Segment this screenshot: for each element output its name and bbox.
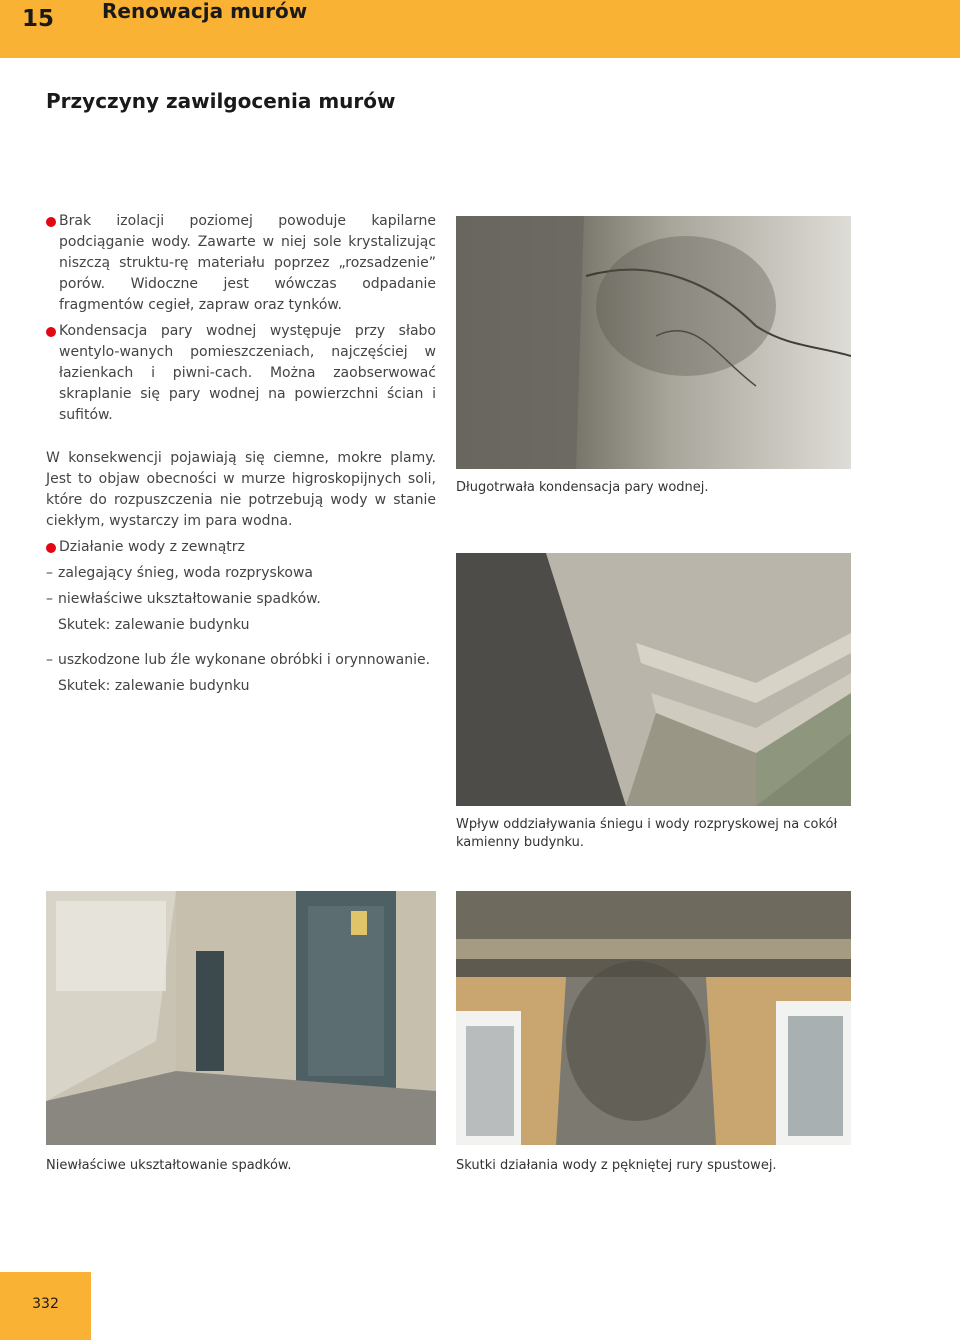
photo-slopes-door xyxy=(46,891,436,1145)
chapter-title: Renowacja murów xyxy=(102,0,308,23)
dash-item xyxy=(46,650,436,671)
effect-text: Skutek: zalewanie budynku xyxy=(58,617,250,633)
bullet-text: Kondensacja pary wodnej występuje przy słabo wentylo-wanych pomieszczeniach, najczęściej w łazienkach i piwni-cach. Można zaobserwować skraplanie się pary wodnej na powierzchni ścian i sufitów. xyxy=(59,323,436,423)
dash-icon: – xyxy=(46,565,53,581)
paragraph: W konsekwencji pojawiają się ciemne, mokre plamy. Jest to objaw obecności w murze higroskopijnych soli, które do rozpuszczenia nie potrzebują wody w stanie ciekłym, wystarczy im para wodna. xyxy=(46,450,436,529)
bullet-dot-icon xyxy=(46,217,56,227)
page-number-box xyxy=(0,1272,91,1340)
figure-caption: Długotrwała kondensacja pary wodnej. xyxy=(456,480,709,495)
effect-text: Skutek: zalewanie budynku xyxy=(58,678,250,694)
bullet-dot-icon xyxy=(46,543,56,553)
photo-stone-plinth xyxy=(456,553,851,806)
chapter-number: 15 xyxy=(22,6,55,32)
bullet-text: Działanie wody z zewnątrz xyxy=(59,539,245,555)
page-number: 332 xyxy=(32,1296,59,1312)
dash-text: uszkodzone lub źle wykonane obróbki i orynnowanie. xyxy=(58,652,431,668)
section-title: Przyczyny zawilgocenia murów xyxy=(46,89,396,113)
bullet-item xyxy=(46,537,436,558)
figure-caption: Wpływ oddziaływania śniegu i wody rozpryskowej na cokół kamienny budynku. xyxy=(456,817,838,850)
dash-icon: – xyxy=(46,652,53,668)
figure-caption: Niewłaściwe ukształtowanie spadków. xyxy=(46,1158,292,1173)
dash-icon: – xyxy=(46,591,53,607)
dash-item xyxy=(46,563,436,584)
bullet-item xyxy=(46,321,436,426)
header-bar xyxy=(0,0,960,58)
dash-text: zalegający śnieg, woda rozpryskowa xyxy=(58,565,313,581)
body-text xyxy=(46,211,436,697)
bullet-text: Brak izolacji poziomej powoduje kapilarne podciąganie wody. Zawarte w niej sole krystalizując niszczą struktu-rę materiału poprzez „rozsadzenie” porów. Widoczne jest wówczas odpadanie fragmentów cegieł, zapraw oraz tynków. xyxy=(59,213,436,313)
bullet-dot-icon xyxy=(46,327,56,337)
dash-item xyxy=(46,589,436,610)
photo-facade-damage xyxy=(456,891,851,1145)
photo-condensation xyxy=(456,216,851,469)
bullet-item xyxy=(46,211,436,316)
dash-text: niewłaściwe ukształtowanie spadków. xyxy=(58,591,321,607)
figure-caption: Skutki działania wody z pękniętej rury spustowej. xyxy=(456,1158,777,1173)
